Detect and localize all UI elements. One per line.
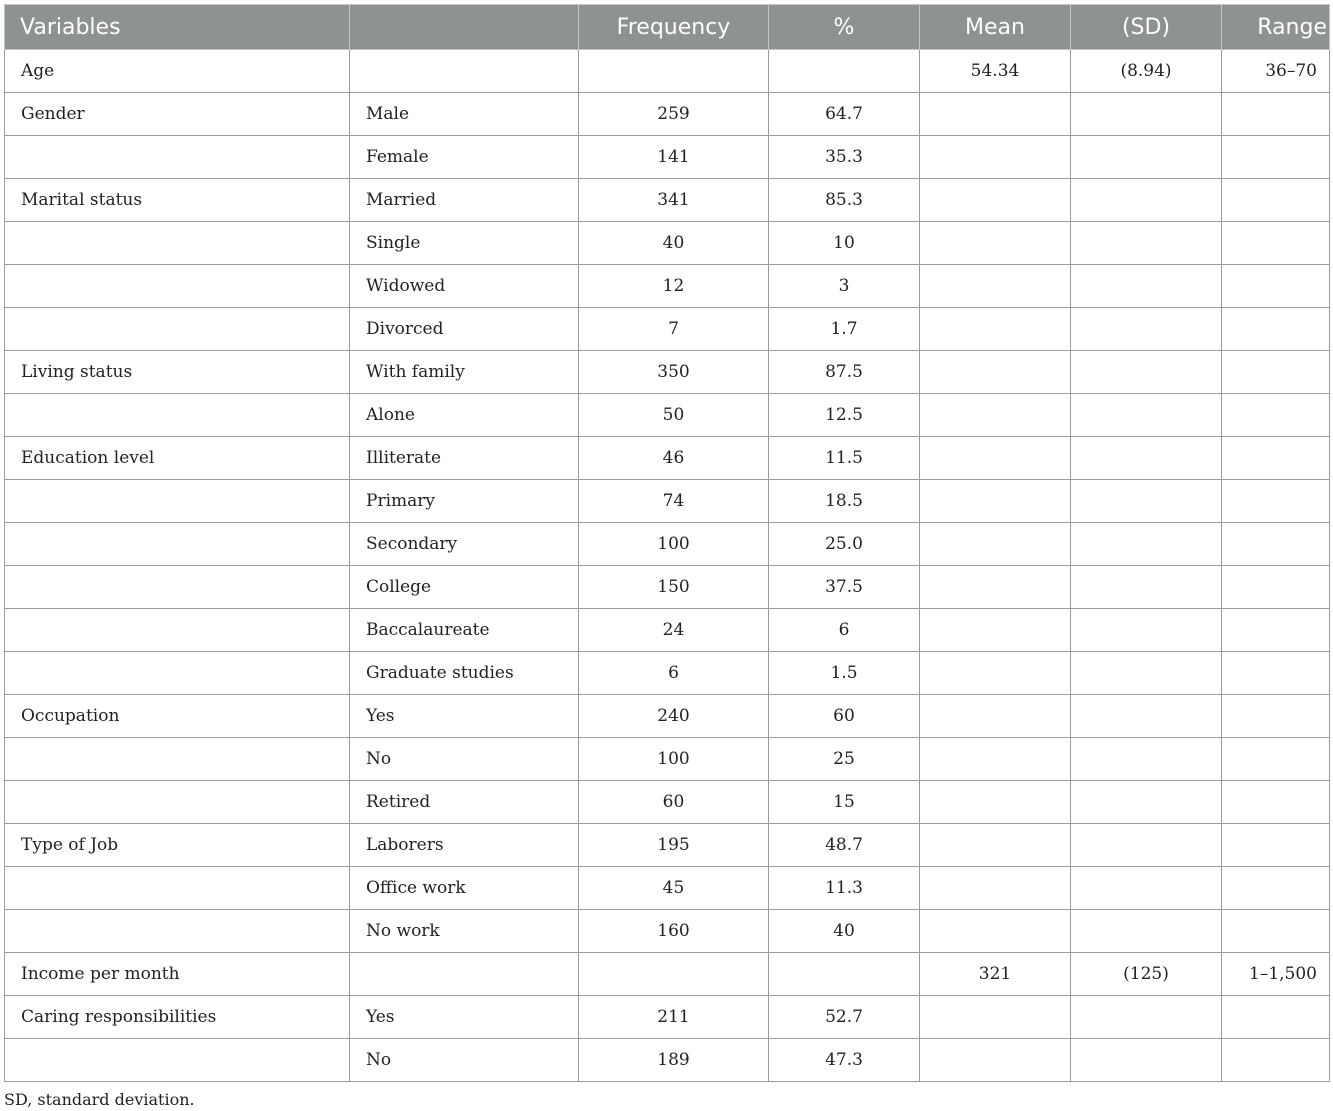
demographics-table-container: [4, 4, 1329, 1082]
cell-variable: [5, 609, 350, 652]
cell-category: Male: [350, 93, 579, 136]
cell-percent: 40: [769, 910, 920, 953]
cell-percent: 10: [769, 222, 920, 265]
table-footnote: SD, standard deviation.: [4, 1090, 195, 1109]
cell-mean: [920, 265, 1071, 308]
cell-category: With family: [350, 351, 579, 394]
cell-frequency: 350: [579, 351, 769, 394]
table-row: [5, 136, 1330, 179]
cell-mean: [920, 136, 1071, 179]
cell-variable: Income per month: [5, 953, 350, 996]
cell-range: [1222, 523, 1330, 566]
cell-percent: 15: [769, 781, 920, 824]
cell-variable: [5, 1039, 350, 1082]
cell-range: [1222, 824, 1330, 867]
header-mean: Mean: [920, 5, 1071, 50]
cell-variable: [5, 867, 350, 910]
cell-mean: [920, 351, 1071, 394]
cell-frequency: 160: [579, 910, 769, 953]
cell-variable: [5, 265, 350, 308]
cell-variable: Type of Job: [5, 824, 350, 867]
cell-category: No work: [350, 910, 579, 953]
cell-range: [1222, 222, 1330, 265]
table-row: [5, 609, 1330, 652]
cell-mean: [920, 996, 1071, 1039]
table-row: [5, 996, 1330, 1039]
cell-mean: [920, 394, 1071, 437]
cell-percent: 47.3: [769, 1039, 920, 1082]
cell-frequency: 211: [579, 996, 769, 1039]
table-row: [5, 222, 1330, 265]
cell-mean: [920, 910, 1071, 953]
cell-category: Widowed: [350, 265, 579, 308]
cell-mean: [920, 480, 1071, 523]
header-frequency: Frequency: [579, 5, 769, 50]
cell-variable: [5, 781, 350, 824]
cell-variable: [5, 136, 350, 179]
cell-range: [1222, 652, 1330, 695]
cell-category: [350, 50, 579, 93]
cell-category: Single: [350, 222, 579, 265]
cell-mean: [920, 738, 1071, 781]
cell-percent: 12.5: [769, 394, 920, 437]
cell-frequency: [579, 953, 769, 996]
cell-range: [1222, 566, 1330, 609]
cell-mean: [920, 1039, 1071, 1082]
cell-percent: [769, 50, 920, 93]
cell-sd: [1071, 824, 1222, 867]
cell-frequency: 150: [579, 566, 769, 609]
table-row: [5, 781, 1330, 824]
cell-variable: [5, 308, 350, 351]
cell-percent: 1.7: [769, 308, 920, 351]
cell-variable: [5, 222, 350, 265]
header-variables: Variables: [5, 5, 350, 50]
cell-sd: [1071, 394, 1222, 437]
cell-category: Secondary: [350, 523, 579, 566]
cell-range: 36–70: [1222, 50, 1330, 93]
table-row: [5, 953, 1330, 996]
cell-variable: [5, 523, 350, 566]
cell-range: [1222, 437, 1330, 480]
cell-mean: [920, 566, 1071, 609]
cell-mean: [920, 652, 1071, 695]
cell-variable: [5, 738, 350, 781]
cell-variable: Living status: [5, 351, 350, 394]
cell-range: [1222, 738, 1330, 781]
cell-mean: [920, 867, 1071, 910]
cell-frequency: 195: [579, 824, 769, 867]
cell-percent: 64.7: [769, 93, 920, 136]
cell-variable: Education level: [5, 437, 350, 480]
cell-category: Laborers: [350, 824, 579, 867]
cell-mean: [920, 93, 1071, 136]
cell-sd: (8.94): [1071, 50, 1222, 93]
cell-sd: [1071, 222, 1222, 265]
cell-frequency: 7: [579, 308, 769, 351]
cell-range: [1222, 394, 1330, 437]
cell-variable: Age: [5, 50, 350, 93]
table-row: [5, 265, 1330, 308]
cell-range: [1222, 136, 1330, 179]
cell-frequency: 74: [579, 480, 769, 523]
cell-range: [1222, 351, 1330, 394]
header-range: Range: [1222, 5, 1330, 50]
cell-mean: [920, 609, 1071, 652]
table-row: [5, 738, 1330, 781]
cell-range: [1222, 996, 1330, 1039]
cell-sd: [1071, 566, 1222, 609]
cell-variable: Occupation: [5, 695, 350, 738]
cell-variable: [5, 910, 350, 953]
cell-sd: (125): [1071, 953, 1222, 996]
cell-category: Divorced: [350, 308, 579, 351]
cell-percent: [769, 953, 920, 996]
cell-frequency: 60: [579, 781, 769, 824]
cell-frequency: 6: [579, 652, 769, 695]
cell-sd: [1071, 867, 1222, 910]
header-category: [350, 5, 579, 50]
table-row: [5, 394, 1330, 437]
cell-variable: [5, 566, 350, 609]
cell-category: Alone: [350, 394, 579, 437]
cell-range: [1222, 308, 1330, 351]
cell-category: Retired: [350, 781, 579, 824]
cell-sd: [1071, 738, 1222, 781]
cell-range: 1–1,500: [1222, 953, 1330, 996]
cell-frequency: 259: [579, 93, 769, 136]
cell-variable: Gender: [5, 93, 350, 136]
cell-mean: [920, 695, 1071, 738]
cell-frequency: 141: [579, 136, 769, 179]
cell-percent: 11.3: [769, 867, 920, 910]
cell-range: [1222, 609, 1330, 652]
table-row: [5, 179, 1330, 222]
cell-range: [1222, 480, 1330, 523]
cell-percent: 11.5: [769, 437, 920, 480]
cell-mean: [920, 222, 1071, 265]
cell-category: Married: [350, 179, 579, 222]
cell-range: [1222, 695, 1330, 738]
header-sd: (SD): [1071, 5, 1222, 50]
cell-percent: 60: [769, 695, 920, 738]
cell-sd: [1071, 265, 1222, 308]
cell-category: Primary: [350, 480, 579, 523]
table-row: [5, 351, 1330, 394]
cell-mean: [920, 824, 1071, 867]
cell-mean: [920, 437, 1071, 480]
cell-frequency: 100: [579, 523, 769, 566]
cell-sd: [1071, 652, 1222, 695]
cell-frequency: 50: [579, 394, 769, 437]
cell-mean: [920, 179, 1071, 222]
table-row: [5, 910, 1330, 953]
cell-frequency: 240: [579, 695, 769, 738]
cell-range: [1222, 867, 1330, 910]
cell-frequency: 12: [579, 265, 769, 308]
cell-category: College: [350, 566, 579, 609]
cell-category: Yes: [350, 695, 579, 738]
cell-sd: [1071, 480, 1222, 523]
cell-variable: [5, 394, 350, 437]
header-row: [5, 5, 1330, 50]
cell-category: [350, 953, 579, 996]
cell-percent: 18.5: [769, 480, 920, 523]
cell-range: [1222, 93, 1330, 136]
table-header: [5, 5, 1330, 50]
cell-category: Illiterate: [350, 437, 579, 480]
cell-sd: [1071, 351, 1222, 394]
cell-category: Yes: [350, 996, 579, 1039]
cell-frequency: [579, 50, 769, 93]
cell-category: Baccalaureate: [350, 609, 579, 652]
cell-percent: 6: [769, 609, 920, 652]
cell-variable: Caring responsibilities: [5, 996, 350, 1039]
table-body: [5, 50, 1330, 1082]
table-row: [5, 437, 1330, 480]
cell-range: [1222, 179, 1330, 222]
cell-mean: [920, 781, 1071, 824]
cell-category: No: [350, 738, 579, 781]
cell-percent: 48.7: [769, 824, 920, 867]
cell-mean: [920, 523, 1071, 566]
cell-sd: [1071, 910, 1222, 953]
cell-variable: [5, 652, 350, 695]
cell-percent: 35.3: [769, 136, 920, 179]
cell-sd: [1071, 136, 1222, 179]
cell-range: [1222, 1039, 1330, 1082]
cell-frequency: 45: [579, 867, 769, 910]
table-row: [5, 50, 1330, 93]
table-row: [5, 308, 1330, 351]
cell-range: [1222, 781, 1330, 824]
cell-sd: [1071, 437, 1222, 480]
cell-sd: [1071, 523, 1222, 566]
cell-variable: Marital status: [5, 179, 350, 222]
cell-sd: [1071, 781, 1222, 824]
table-row: [5, 566, 1330, 609]
cell-frequency: 46: [579, 437, 769, 480]
cell-range: [1222, 910, 1330, 953]
table-row: [5, 652, 1330, 695]
cell-sd: [1071, 695, 1222, 738]
cell-sd: [1071, 1039, 1222, 1082]
cell-category: Graduate studies: [350, 652, 579, 695]
table-row: [5, 523, 1330, 566]
cell-mean: [920, 308, 1071, 351]
cell-percent: 37.5: [769, 566, 920, 609]
cell-sd: [1071, 609, 1222, 652]
cell-frequency: 341: [579, 179, 769, 222]
demographics-table: [4, 4, 1330, 1082]
cell-percent: 85.3: [769, 179, 920, 222]
cell-mean: 321: [920, 953, 1071, 996]
cell-category: Female: [350, 136, 579, 179]
cell-frequency: 189: [579, 1039, 769, 1082]
table-row: [5, 93, 1330, 136]
table-row: [5, 1039, 1330, 1082]
cell-percent: 87.5: [769, 351, 920, 394]
cell-sd: [1071, 308, 1222, 351]
cell-range: [1222, 265, 1330, 308]
cell-percent: 52.7: [769, 996, 920, 1039]
table-row: [5, 695, 1330, 738]
table-row: [5, 824, 1330, 867]
cell-frequency: 100: [579, 738, 769, 781]
cell-percent: 25.0: [769, 523, 920, 566]
cell-sd: [1071, 996, 1222, 1039]
cell-frequency: 24: [579, 609, 769, 652]
cell-sd: [1071, 179, 1222, 222]
table-row: [5, 480, 1330, 523]
cell-variable: [5, 480, 350, 523]
cell-sd: [1071, 93, 1222, 136]
cell-category: Office work: [350, 867, 579, 910]
cell-percent: 3: [769, 265, 920, 308]
cell-category: No: [350, 1039, 579, 1082]
cell-percent: 25: [769, 738, 920, 781]
table-row: [5, 867, 1330, 910]
header-percent: %: [769, 5, 920, 50]
cell-mean: 54.34: [920, 50, 1071, 93]
cell-frequency: 40: [579, 222, 769, 265]
cell-percent: 1.5: [769, 652, 920, 695]
